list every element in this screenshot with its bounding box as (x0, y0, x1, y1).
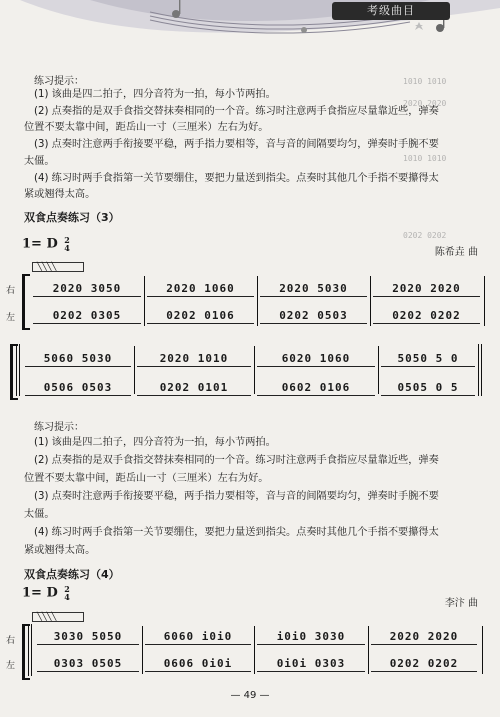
measure: 2020 1060 (144, 282, 257, 295)
technique-mark: ╲╲╲╲ (32, 262, 84, 272)
staff-left-exercise4 (34, 657, 480, 670)
measure: 0202 0305 (30, 309, 144, 322)
repeat-barline (16, 344, 20, 396)
tip-line: (3) 点奏时注意两手衔接要平稳，两手指力要相等，音与音的间隔要均匀，弹奏时手腕不要 (34, 491, 439, 502)
barline (484, 276, 485, 326)
tip-line: 紧或翘得太高。 (24, 189, 96, 200)
staff-left-system2 (22, 381, 478, 394)
tip-line: (4) 练习时两手食指第一关节要绷住，要把力量送到指尖。点奏时其他几个手指不要攥得太 (34, 173, 439, 184)
exercise-title: 双食点奏练习（3） (24, 211, 120, 224)
staff-right-exercise4 (34, 630, 480, 643)
left-hand-label: 左 (6, 313, 16, 323)
right-hand-label: 右 (6, 286, 16, 296)
barline (144, 276, 145, 326)
barline (378, 346, 379, 394)
measure: 0505 0 5 (378, 381, 478, 394)
measure: 2020 2020 (368, 630, 480, 643)
technique-mark: ╲╲╲╲ (32, 612, 84, 622)
measure: 5050 5 0 (378, 352, 478, 365)
barline (134, 346, 135, 394)
exercise-title: 双食点奏练习（4） (24, 568, 120, 581)
time-numerator: 2 (64, 235, 70, 245)
tip-line: 紧或翘得太高。 (24, 545, 96, 556)
measure: 5060 5030 (22, 352, 134, 365)
barline (142, 626, 143, 674)
measure: 2020 1010 (134, 352, 254, 365)
tips-heading: 练习提示： (34, 422, 84, 433)
measure: 0202 0202 (370, 309, 483, 322)
key-signature (22, 585, 70, 601)
measure: 0602 0106 (254, 381, 378, 394)
barline (370, 276, 371, 326)
staff-right-system2 (22, 352, 478, 365)
measure: 2020 2020 (370, 282, 483, 295)
time-signature (64, 236, 70, 252)
tip-line: (3) 点奏时注意两手衔接要平稳，两手指力要相等，音与音的间隔要均匀，弹奏时手腕不要 (34, 139, 439, 150)
time-numerator: 2 (64, 584, 70, 594)
barline (368, 626, 369, 674)
composer-credit: 李汴 曲 (444, 598, 478, 609)
page-header-banner (0, 0, 500, 62)
left-hand-label: 左 (6, 661, 16, 671)
measure: 0202 0101 (134, 381, 254, 394)
time-signature (64, 585, 70, 601)
measure: 3030 5050 (34, 630, 142, 643)
measure: 0202 0202 (368, 657, 480, 670)
barline (257, 276, 258, 326)
measure: 0202 0503 (257, 309, 370, 322)
key-label: 1= D (22, 236, 58, 252)
key-signature (22, 236, 70, 252)
measure: 0506 0503 (22, 381, 134, 394)
faint-reverse-notation: 1010 1010 2020 2020 1010 1010 0202 0202 (403, 77, 447, 240)
measure: 0202 0106 (144, 309, 257, 322)
measure: 0303 0505 (34, 657, 142, 670)
tip-line: (1) 该曲是四二拍子，四分音符为一拍，每小节两拍。 (34, 437, 276, 448)
measure: 6060 i0i0 (142, 630, 254, 643)
tip-line: 太僵。 (24, 509, 55, 520)
measure: 2020 5030 (257, 282, 370, 295)
composer-credit: 陈希垚 曲 (434, 247, 478, 258)
system-bracket (22, 274, 30, 330)
tip-line: 太僵。 (24, 156, 55, 167)
measure: 6020 1060 (254, 352, 378, 365)
tip-line: (2) 点奏指的是双手食指交替抹奏相同的一个音。练习时注意两手食指应尽量靠近些，弹奏 (34, 106, 439, 117)
tip-line: (1) 该曲是四二拍子，四分音符为一拍，每小节两拍。 (34, 89, 276, 100)
page-number: — 49 — (230, 690, 270, 701)
barline (254, 346, 255, 394)
barline (482, 626, 483, 674)
time-denominator: 4 (64, 243, 70, 253)
final-barline (478, 344, 482, 396)
measure: i0i0 3030 (254, 630, 368, 643)
tip-line: 位置不要太靠中间，距岳山一寸（三厘米）左右为好。 (24, 473, 269, 484)
measure: 2020 3050 (30, 282, 144, 295)
measure: 0606 0i0i (142, 657, 254, 670)
barline (254, 626, 255, 674)
right-hand-label: 右 (6, 636, 16, 646)
tips-heading: 练习提示： (34, 76, 84, 87)
tip-line: (4) 练习时两手食指第一关节要绷住，要把力量送到指尖。点奏时其他几个手指不要攥得太 (34, 527, 439, 538)
time-denominator: 4 (64, 592, 70, 602)
measure: 0i0i 0303 (254, 657, 368, 670)
banner-title: 考级曲目 (332, 2, 450, 20)
tip-line: (2) 点奏指的是双手食指交替抹奏相同的一个音。练习时注意两手食指应尽量靠近些，弹奏 (34, 455, 439, 466)
tip-line: 位置不要太靠中间，距岳山一寸（三厘米）左右为好。 (24, 122, 269, 133)
repeat-barline (28, 624, 32, 676)
key-label: 1= D (22, 585, 58, 601)
